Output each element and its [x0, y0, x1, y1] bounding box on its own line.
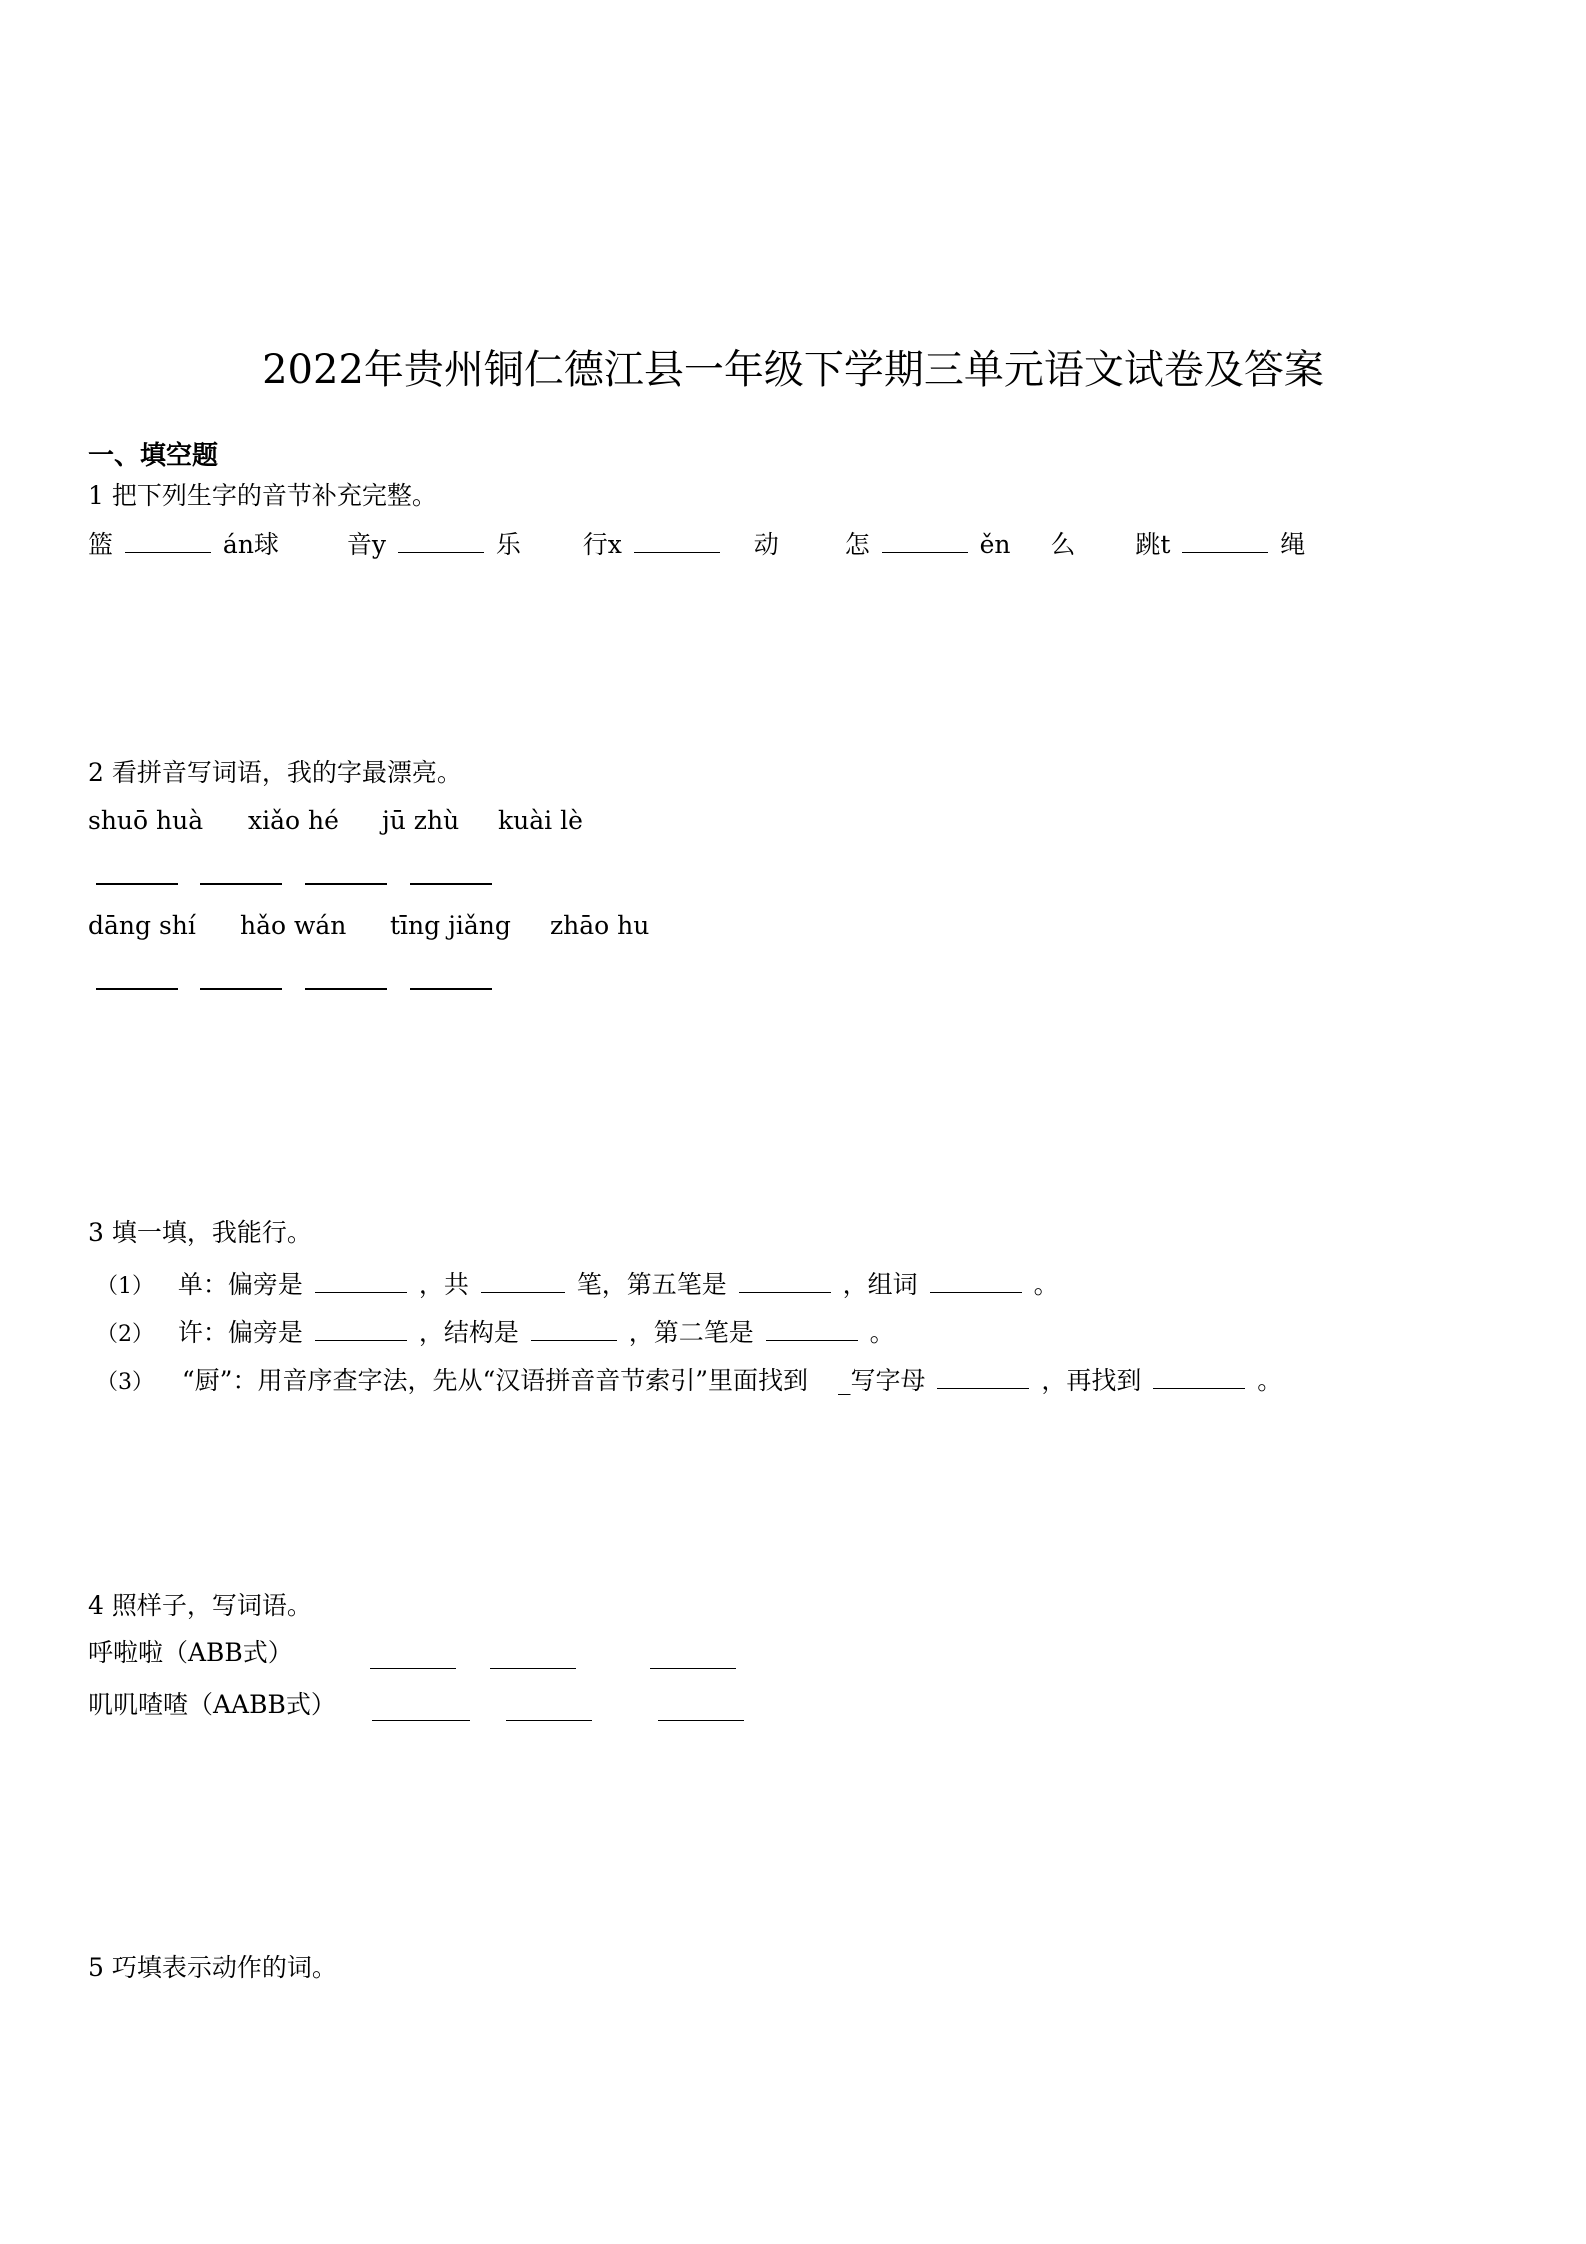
q1-blank[interactable]: [125, 530, 211, 553]
q3-text: 笔，第五笔是: [576, 1270, 727, 1299]
q3-line-3: [96, 1366, 1282, 1394]
q4-answer-line[interactable]: [650, 1668, 736, 1669]
q1-syllable: ěn: [979, 530, 1011, 559]
q3-line-2: [96, 1318, 895, 1346]
q1-char: 绳: [1280, 530, 1306, 559]
q2-answer-line[interactable]: [96, 883, 178, 885]
q3-text: ，结构是: [418, 1318, 519, 1347]
question-1-items: [88, 530, 1305, 557]
q3-text: _写字母: [837, 1366, 926, 1395]
q3-blank[interactable]: [531, 1318, 617, 1341]
q3-text: 。: [1257, 1366, 1283, 1395]
q2-pinyin: zhāo hu: [550, 911, 650, 940]
q1-blank[interactable]: [1182, 530, 1268, 553]
q4-answer-line[interactable]: [372, 1720, 470, 1721]
q2-answer-line[interactable]: [305, 883, 387, 885]
q4-example: 呼啦啦（ABB式）: [88, 1638, 293, 1667]
q1-blank[interactable]: [398, 530, 484, 553]
q3-blank[interactable]: [766, 1318, 858, 1341]
q2-answer-line[interactable]: [410, 883, 492, 885]
q3-text: 许：偏旁是: [177, 1318, 303, 1347]
question-2-header: 2 看拼音写词语，我的字最漂亮。: [88, 758, 462, 787]
q1-char: 音y: [346, 530, 386, 559]
q1-char: 跳t: [1135, 530, 1171, 559]
q2-answer-line[interactable]: [305, 988, 387, 990]
q2-pinyin: shuō huà: [88, 806, 204, 835]
q1-char: 行x: [582, 530, 622, 559]
q2-pinyin: tīng jiǎng: [390, 911, 511, 940]
question-5-header: 5 巧填表示动作的词。: [88, 1953, 337, 1982]
q2-pinyin: hǎo wán: [240, 911, 347, 940]
section-heading: 一、填空题: [88, 441, 219, 471]
q2-pinyin: xiǎo hé: [248, 806, 339, 835]
q3-text: 。: [1033, 1270, 1059, 1299]
q1-char: 么: [1050, 530, 1076, 559]
q3-text: ，第二笔是: [628, 1318, 754, 1347]
q3-blank[interactable]: [930, 1270, 1022, 1293]
q2-pinyin: jū zhù: [382, 806, 460, 835]
page-title: 2022年贵州铜仁德江县一年级下学期三单元语文试卷及答案: [262, 347, 1324, 393]
q1-char: 篮: [88, 530, 114, 559]
q3-text: 单：偏旁是: [177, 1270, 303, 1299]
q1-syllable: án球: [222, 530, 279, 559]
q3-text: ，再找到: [1041, 1366, 1142, 1395]
q2-answer-line[interactable]: [96, 988, 178, 990]
q3-blank[interactable]: [739, 1270, 831, 1293]
q3-text: ，组词: [842, 1270, 918, 1299]
q3-blank[interactable]: [481, 1270, 565, 1293]
q4-answer-line[interactable]: [506, 1720, 592, 1721]
q2-answer-line[interactable]: [200, 988, 282, 990]
q1-char: 动: [753, 530, 779, 559]
q3-line-1: [96, 1270, 1059, 1298]
q1-char: 乐: [495, 530, 521, 559]
q4-answer-line[interactable]: [370, 1668, 456, 1669]
question-1-header: 1 把下列生字的音节补充完整。: [88, 481, 437, 510]
q1-blank[interactable]: [634, 530, 720, 553]
q4-answer-line[interactable]: [490, 1668, 576, 1669]
q3-number: （3）: [96, 1370, 154, 1395]
q3-blank[interactable]: [1153, 1366, 1245, 1389]
q4-example: 叽叽喳喳（AABB式）: [88, 1690, 336, 1719]
q3-number: （1）: [96, 1274, 154, 1299]
q2-pinyin: dāng shí: [88, 911, 196, 940]
question-3-header: 3 填一填，我能行。: [88, 1218, 312, 1247]
q2-answer-line[interactable]: [410, 988, 492, 990]
question-4-header: 4 照样子，写词语。: [88, 1591, 312, 1620]
q3-text: “厨”：用音序查字法，先从“汉语拼音音节索引”里面找到: [181, 1366, 809, 1395]
q3-blank[interactable]: [315, 1270, 407, 1293]
q2-answer-line[interactable]: [200, 883, 282, 885]
q3-number: （2）: [96, 1322, 154, 1347]
q4-answer-line[interactable]: [658, 1720, 744, 1721]
q1-blank[interactable]: [882, 530, 968, 553]
q3-text: 。: [869, 1318, 895, 1347]
q1-char: 怎: [844, 530, 870, 559]
q3-blank[interactable]: [937, 1366, 1029, 1389]
q3-text: ，共: [418, 1270, 469, 1299]
q2-pinyin: kuài lè: [498, 806, 583, 835]
q3-blank[interactable]: [315, 1318, 407, 1341]
